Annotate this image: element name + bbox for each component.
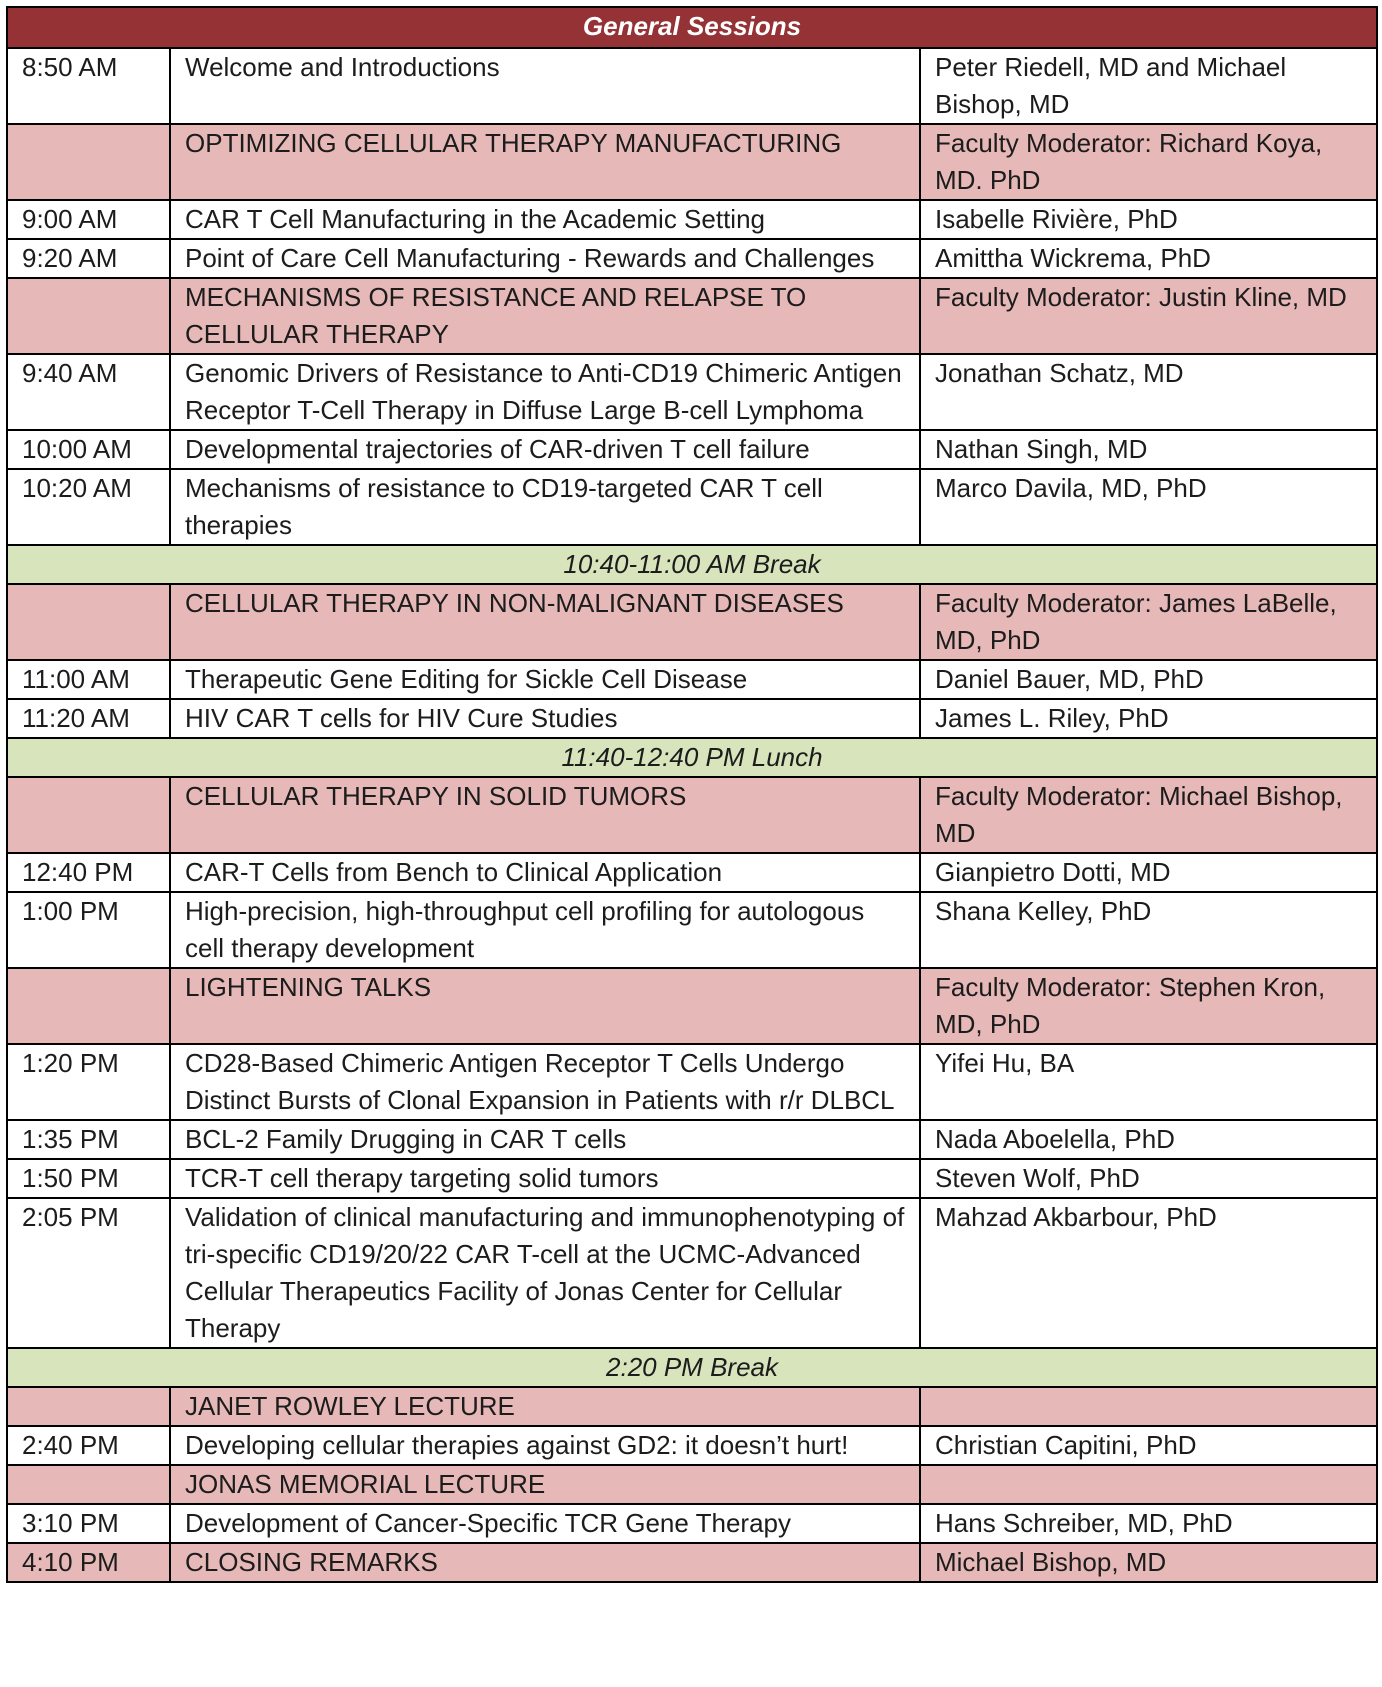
session-row xyxy=(7,699,1377,738)
session-speaker: James L. Riley, PhD xyxy=(920,699,1377,738)
section-row xyxy=(7,777,1377,853)
session-row xyxy=(7,469,1377,545)
session-title: Point of Care Cell Manufacturing - Rewards and Challenges xyxy=(170,239,920,278)
session-title: TCR-T cell therapy targeting solid tumors xyxy=(170,1159,920,1198)
session-time: 1:50 PM xyxy=(7,1159,170,1198)
session-time: 11:00 AM xyxy=(7,660,170,699)
section-title: CELLULAR THERAPY IN NON-MALIGNANT DISEASES xyxy=(170,584,920,660)
session-title: Validation of clinical manufacturing and immunophenotyping of tri-specific CD19/20/22 CAR T-cell at the UCMC-Advanced Cellular Therapeutics Facility of Jonas Center for Cellular Therapy xyxy=(170,1198,920,1348)
session-time: 1:00 PM xyxy=(7,892,170,968)
session-speaker: Nada Aboelella, PhD xyxy=(920,1120,1377,1159)
section-row xyxy=(7,584,1377,660)
session-row xyxy=(7,1426,1377,1465)
session-title: High-precision, high-throughput cell profiling for autologous cell therapy development xyxy=(170,892,920,968)
session-title: Developing cellular therapies against GD2: it doesn’t hurt! xyxy=(170,1426,920,1465)
session-time xyxy=(7,1387,170,1426)
break-row xyxy=(7,738,1377,777)
general-sessions-title: General Sessions xyxy=(7,7,1377,48)
section-row xyxy=(7,1387,1377,1426)
session-title: Developmental trajectories of CAR-driven T cell failure xyxy=(170,430,920,469)
session-speaker: Christian Capitini, PhD xyxy=(920,1426,1377,1465)
session-speaker: Mahzad Akbarbour, PhD xyxy=(920,1198,1377,1348)
break-label: 10:40-11:00 AM Break xyxy=(7,545,1377,584)
session-speaker: Hans Schreiber, MD, PhD xyxy=(920,1504,1377,1543)
session-row xyxy=(7,1120,1377,1159)
header-row xyxy=(7,7,1377,48)
faculty-moderator: Faculty Moderator: Richard Koya, MD. PhD xyxy=(920,124,1377,200)
faculty-moderator: Faculty Moderator: Justin Kline, MD xyxy=(920,278,1377,354)
session-row xyxy=(7,1159,1377,1198)
schedule-table xyxy=(6,6,1378,1583)
break-row xyxy=(7,545,1377,584)
session-time: 8:50 AM xyxy=(7,48,170,124)
session-title: CD28-Based Chimeric Antigen Receptor T Cells Undergo Distinct Bursts of Clonal Expansion in Patients with r/r DLBCL xyxy=(170,1044,920,1120)
section-title: MECHANISMS OF RESISTANCE AND RELAPSE TO CELLULAR THERAPY xyxy=(170,278,920,354)
session-row xyxy=(7,239,1377,278)
session-title: HIV CAR T cells for HIV Cure Studies xyxy=(170,699,920,738)
session-speaker: Daniel Bauer, MD, PhD xyxy=(920,660,1377,699)
session-time xyxy=(7,777,170,853)
section-row xyxy=(7,968,1377,1044)
session-row xyxy=(7,1198,1377,1348)
closing-row xyxy=(7,1543,1377,1582)
session-time xyxy=(7,278,170,354)
session-row xyxy=(7,48,1377,124)
session-speaker: Peter Riedell, MD and Michael Bishop, MD xyxy=(920,48,1377,124)
section-row xyxy=(7,278,1377,354)
session-title: Welcome and Introductions xyxy=(170,48,920,124)
session-row xyxy=(7,1504,1377,1543)
session-time: 10:00 AM xyxy=(7,430,170,469)
session-time: 11:20 AM xyxy=(7,699,170,738)
faculty-moderator: Faculty Moderator: Stephen Kron, MD, PhD xyxy=(920,968,1377,1044)
section-title: JANET ROWLEY LECTURE xyxy=(170,1387,920,1426)
session-time: 1:20 PM xyxy=(7,1044,170,1120)
session-time: 2:05 PM xyxy=(7,1198,170,1348)
session-title: CLOSING REMARKS xyxy=(170,1543,920,1582)
session-time xyxy=(7,1465,170,1504)
session-title: Development of Cancer-Specific TCR Gene Therapy xyxy=(170,1504,920,1543)
session-time: 4:10 PM xyxy=(7,1543,170,1582)
section-title: OPTIMIZING CELLULAR THERAPY MANUFACTURING xyxy=(170,124,920,200)
faculty-moderator: Faculty Moderator: Michael Bishop, MD xyxy=(920,777,1377,853)
session-row xyxy=(7,430,1377,469)
schedule-body xyxy=(7,7,1377,1582)
section-row xyxy=(7,1465,1377,1504)
section-title: JONAS MEMORIAL LECTURE xyxy=(170,1465,920,1504)
session-speaker: Gianpietro Dotti, MD xyxy=(920,853,1377,892)
session-speaker: Isabelle Rivière, PhD xyxy=(920,200,1377,239)
session-time: 10:20 AM xyxy=(7,469,170,545)
session-row xyxy=(7,200,1377,239)
session-speaker: Jonathan Schatz, MD xyxy=(920,354,1377,430)
session-speaker: Steven Wolf, PhD xyxy=(920,1159,1377,1198)
session-time: 3:10 PM xyxy=(7,1504,170,1543)
section-row xyxy=(7,124,1377,200)
session-speaker: Marco Davila, MD, PhD xyxy=(920,469,1377,545)
section-title: CELLULAR THERAPY IN SOLID TUMORS xyxy=(170,777,920,853)
faculty-moderator xyxy=(920,1465,1377,1504)
session-time: 12:40 PM xyxy=(7,853,170,892)
session-title: BCL-2 Family Drugging in CAR T cells xyxy=(170,1120,920,1159)
session-row xyxy=(7,354,1377,430)
faculty-moderator xyxy=(920,1387,1377,1426)
session-speaker: Yifei Hu, BA xyxy=(920,1044,1377,1120)
break-row xyxy=(7,1348,1377,1387)
session-title: Therapeutic Gene Editing for Sickle Cell Disease xyxy=(170,660,920,699)
session-title: CAR T Cell Manufacturing in the Academic Setting xyxy=(170,200,920,239)
break-label: 2:20 PM Break xyxy=(7,1348,1377,1387)
session-speaker: Shana Kelley, PhD xyxy=(920,892,1377,968)
session-row xyxy=(7,660,1377,699)
break-label: 11:40-12:40 PM Lunch xyxy=(7,738,1377,777)
session-time xyxy=(7,968,170,1044)
session-speaker: Nathan Singh, MD xyxy=(920,430,1377,469)
session-title: CAR-T Cells from Bench to Clinical Application xyxy=(170,853,920,892)
section-title: LIGHTENING TALKS xyxy=(170,968,920,1044)
session-time: 9:40 AM xyxy=(7,354,170,430)
session-title: Mechanisms of resistance to CD19-targeted CAR T cell therapies xyxy=(170,469,920,545)
session-time: 9:00 AM xyxy=(7,200,170,239)
session-speaker: Amittha Wickrema, PhD xyxy=(920,239,1377,278)
session-time xyxy=(7,584,170,660)
session-time: 2:40 PM xyxy=(7,1426,170,1465)
faculty-moderator: Faculty Moderator: James LaBelle, MD, PhD xyxy=(920,584,1377,660)
session-row xyxy=(7,853,1377,892)
session-time: 1:35 PM xyxy=(7,1120,170,1159)
session-speaker: Michael Bishop, MD xyxy=(920,1543,1377,1582)
session-time: 9:20 AM xyxy=(7,239,170,278)
session-title: Genomic Drivers of Resistance to Anti-CD19 Chimeric Antigen Receptor T-Cell Therapy in Diffuse Large B-cell Lymphoma xyxy=(170,354,920,430)
session-time xyxy=(7,124,170,200)
session-row xyxy=(7,1044,1377,1120)
session-row xyxy=(7,892,1377,968)
